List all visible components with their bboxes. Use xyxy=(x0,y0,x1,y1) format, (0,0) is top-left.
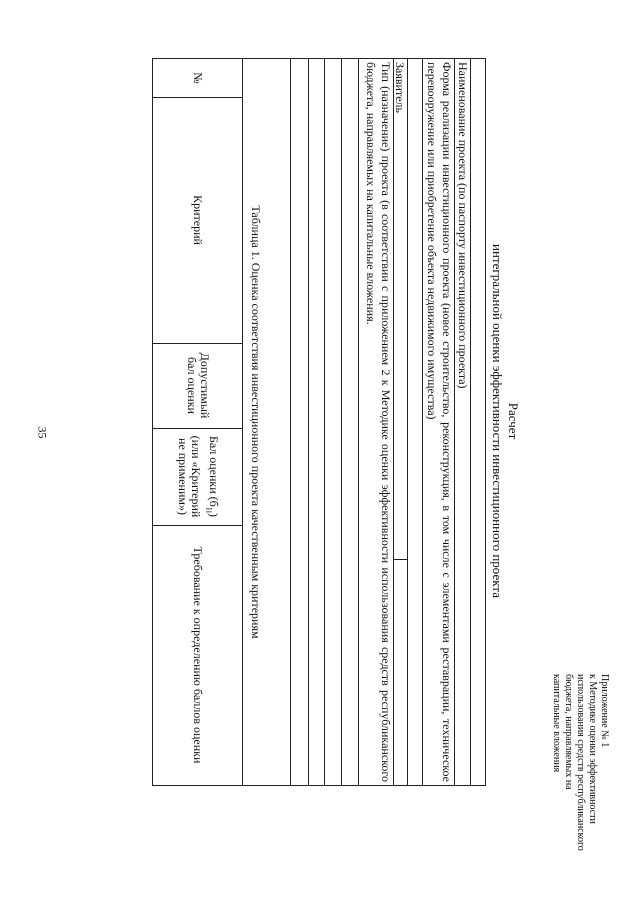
project-type-label: Тип (назначение) проекта (в соответствии с приложением 2 к Методике оценки эффективности использования средств республиканского бюджета, направляемых на капитальные вложения. xyxy=(364,62,393,782)
rotated-page xyxy=(150,58,610,888)
row-separator xyxy=(341,59,342,785)
document-title: Расчет xyxy=(506,402,521,440)
header-number: № xyxy=(191,72,206,84)
appendix-line: Приложение № 1 xyxy=(599,674,610,748)
row-separator xyxy=(290,59,291,785)
row-separator xyxy=(308,59,309,785)
appendix-line: бюджета, направляемых на xyxy=(563,674,574,790)
appendix-line: к Методике оценки эффективности xyxy=(587,674,598,824)
header-criterion: Критерий xyxy=(191,195,206,245)
appendix-line: капитальные вложения xyxy=(551,674,562,773)
page-number: 35 xyxy=(35,426,50,439)
header-requirement: Требование к определению баллов оценки xyxy=(191,546,206,764)
applicant-divider xyxy=(394,559,408,560)
project-name-label: Наименование проекта (по паспорту инвестиционного проекта) xyxy=(456,62,470,389)
row-separator xyxy=(358,59,359,785)
applicant-label: Заявитель xyxy=(393,62,407,113)
header-score: Бал оценки $(б_{1i})$ (или «Критерий не применим») xyxy=(176,435,221,518)
document-heading xyxy=(489,58,521,784)
document-subtitle: интегральной оценки эффективности инвестиционного проекта xyxy=(490,244,505,598)
implementation-form-label: Форма реализации инвестиционного проекта (новое строительство, реконструкция, в том числе с элементами реставрации, техническое перевооружение или приобретение объекта недвижимого имущества) xyxy=(425,62,454,782)
appendix-note xyxy=(550,674,610,884)
appendix-line: использования средств республиканского xyxy=(575,674,586,851)
header-allowed-score: Допустимый бал оценки xyxy=(185,352,212,419)
row-separator xyxy=(422,59,423,785)
form-frame xyxy=(152,58,486,786)
row-separator xyxy=(324,59,325,785)
table-caption: Таблица 1. Оценка соответствия инвестиционного проекта качественным критериям xyxy=(249,205,263,639)
